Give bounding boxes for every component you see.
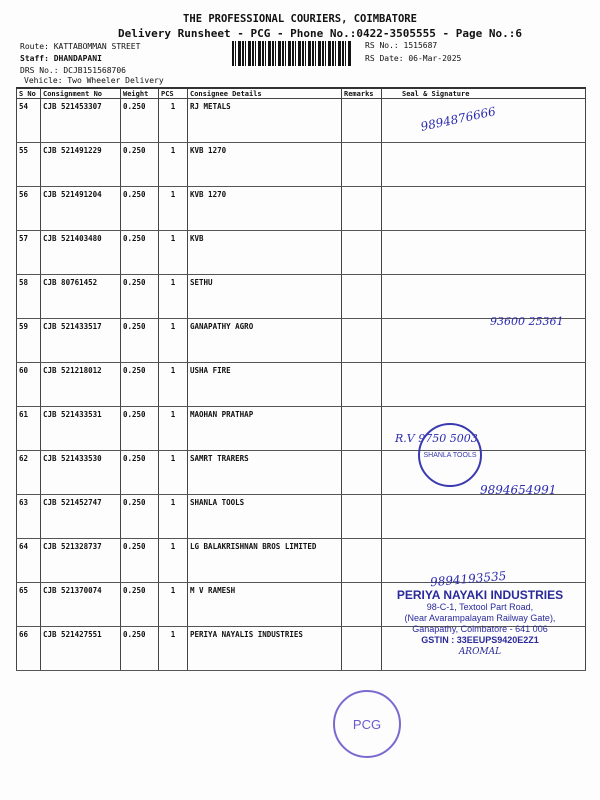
cell-wt: 0.250 — [121, 319, 159, 363]
cell-cn: CJB 521427551 — [41, 627, 121, 671]
periya-stamp — [375, 590, 585, 658]
cell-wt: 0.250 — [121, 583, 159, 627]
cell-empty — [342, 451, 382, 495]
cell-pcs: 1 — [159, 451, 188, 495]
cell-consignee: KVB 1270 — [188, 187, 342, 231]
cell-cn: CJB 521453307 — [41, 99, 121, 143]
table-row — [17, 363, 586, 407]
cell-sno: 63 — [17, 495, 41, 539]
column-header: Remarks — [342, 88, 382, 99]
cell-cn: CJB 80761452 — [41, 275, 121, 319]
runsheet-subtitle: Delivery Runsheet - PCG - Phone No.:0422-3505555 - Page No.:6 — [118, 27, 522, 40]
cell-empty — [342, 363, 382, 407]
cell-empty — [342, 143, 382, 187]
cell-empty — [382, 187, 586, 231]
cell-consignee: M V RAMESH — [188, 583, 342, 627]
cell-wt: 0.250 — [121, 539, 159, 583]
cell-pcs: 1 — [159, 319, 188, 363]
cell-empty — [342, 319, 382, 363]
company-title: THE PROFESSIONAL COURIERS, COIMBATORE — [183, 13, 417, 25]
table-row — [17, 275, 586, 319]
table-row — [17, 99, 586, 143]
column-header: Weight — [121, 88, 159, 99]
column-header: Consignment No — [41, 88, 121, 99]
pcg-stamp: PCG — [333, 690, 401, 758]
handwritten-phone: 9894193535 — [429, 568, 507, 590]
cell-cn: CJB 521370074 — [41, 583, 121, 627]
cell-empty — [382, 363, 586, 407]
handwritten-phone: 93600 25361 — [490, 315, 564, 328]
stamp-gstin: GSTIN : 33EEUPS9420E2Z1 — [421, 635, 539, 645]
handwritten-phone: R.V 9750 5003 — [395, 432, 478, 445]
cell-consignee: USHA FIRE — [188, 363, 342, 407]
cell-wt: 0.250 — [121, 407, 159, 451]
stamp-address: Ganapathy, Coimbatore - 641 006 — [412, 624, 548, 634]
cell-sno: 56 — [17, 187, 41, 231]
cell-sno: 65 — [17, 583, 41, 627]
table-row — [17, 187, 586, 231]
cell-empty — [382, 143, 586, 187]
cell-sno: 66 — [17, 627, 41, 671]
cell-pcs: 1 — [159, 407, 188, 451]
table-row — [17, 407, 586, 451]
cell-cn: CJB 521433530 — [41, 451, 121, 495]
stamp-name: PERIYA NAYAKI INDUSTRIES — [396, 588, 564, 602]
cell-consignee: KVB 1270 — [188, 143, 342, 187]
rs-date: RS Date: 06-Mar-2025 — [365, 54, 462, 63]
cell-cn: CJB 521403480 — [41, 231, 121, 275]
cell-empty — [342, 231, 382, 275]
cell-pcs: 1 — [159, 583, 188, 627]
cell-consignee: PERIYA NAYALIS INDUSTRIES — [188, 627, 342, 671]
cell-pcs: 1 — [159, 231, 188, 275]
column-header: Seal & Signature — [382, 88, 586, 99]
cell-pcs: 1 — [159, 539, 188, 583]
table-row — [17, 143, 586, 187]
cell-wt: 0.250 — [121, 451, 159, 495]
cell-consignee: KVB — [188, 231, 342, 275]
cell-sno: 64 — [17, 539, 41, 583]
cell-wt: 0.250 — [121, 99, 159, 143]
cell-empty — [342, 275, 382, 319]
column-header: S No — [17, 88, 41, 99]
stamp-address: (Near Avarampalayam Railway Gate), — [404, 613, 556, 623]
handwritten-phone: 9894876666 — [419, 104, 497, 134]
cell-wt: 0.250 — [121, 275, 159, 319]
rs-number: RS No.: 1515687 — [365, 41, 438, 50]
cell-cn: CJB 521491204 — [41, 187, 121, 231]
cell-empty — [382, 495, 586, 539]
cell-consignee: MAOHAN PRATHAP — [188, 407, 342, 451]
vehicle: Vehicle: Two Wheeler Delivery — [24, 76, 164, 85]
cell-sno: 61 — [17, 407, 41, 451]
handwritten-phone: 9894654991 — [480, 483, 557, 497]
cell-wt: 0.250 — [121, 143, 159, 187]
cell-sno: 62 — [17, 451, 41, 495]
barcode — [232, 41, 352, 66]
cell-cn: CJB 521328737 — [41, 539, 121, 583]
cell-empty — [342, 539, 382, 583]
cell-pcs: 1 — [159, 363, 188, 407]
handwritten-name: AROMAL — [458, 647, 502, 657]
cell-pcs: 1 — [159, 143, 188, 187]
column-header: Consignee Details — [188, 88, 342, 99]
cell-consignee: SETHU — [188, 275, 342, 319]
staff: Staff: DHANDAPANI — [20, 54, 102, 63]
cell-wt: 0.250 — [121, 187, 159, 231]
cell-consignee: SHANLA TOOLS — [188, 495, 342, 539]
cell-cn: CJB 521218012 — [41, 363, 121, 407]
cell-cn: CJB 521452747 — [41, 495, 121, 539]
cell-pcs: 1 — [159, 627, 188, 671]
cell-pcs: 1 — [159, 495, 188, 539]
column-header: PCS — [159, 88, 188, 99]
route: Route: KATTABOMMAN STREET — [20, 42, 141, 51]
table-row — [17, 495, 586, 539]
cell-empty — [382, 231, 586, 275]
cell-sno: 59 — [17, 319, 41, 363]
drs-number: DRS No.: DCJB151568706 — [20, 66, 126, 75]
runsheet-table — [16, 87, 586, 671]
cell-sno: 57 — [17, 231, 41, 275]
cell-empty — [342, 99, 382, 143]
cell-empty — [342, 495, 382, 539]
cell-sno: 60 — [17, 363, 41, 407]
cell-sno: 58 — [17, 275, 41, 319]
cell-wt: 0.250 — [121, 627, 159, 671]
cell-consignee: RJ METALS — [188, 99, 342, 143]
cell-wt: 0.250 — [121, 231, 159, 275]
cell-pcs: 1 — [159, 275, 188, 319]
cell-consignee: LG BALAKRISHNAN BROS LIMITED — [188, 539, 342, 583]
cell-pcs: 1 — [159, 99, 188, 143]
cell-empty — [382, 275, 586, 319]
cell-sno: 55 — [17, 143, 41, 187]
cell-sno: 54 — [17, 99, 41, 143]
cell-cn: CJB 521433531 — [41, 407, 121, 451]
table-row — [17, 231, 586, 275]
cell-wt: 0.250 — [121, 363, 159, 407]
cell-empty — [342, 407, 382, 451]
cell-empty — [342, 187, 382, 231]
cell-cn: CJB 521433517 — [41, 319, 121, 363]
stamp-address: 98-C-1, Textool Part Road, — [426, 602, 534, 612]
cell-consignee: SAMRT TRARERS — [188, 451, 342, 495]
cell-pcs: 1 — [159, 187, 188, 231]
cell-consignee: GANAPATHY AGRO — [188, 319, 342, 363]
shanla-stamp: SHANLA TOOLS — [418, 423, 482, 487]
cell-wt: 0.250 — [121, 495, 159, 539]
cell-cn: CJB 521491229 — [41, 143, 121, 187]
